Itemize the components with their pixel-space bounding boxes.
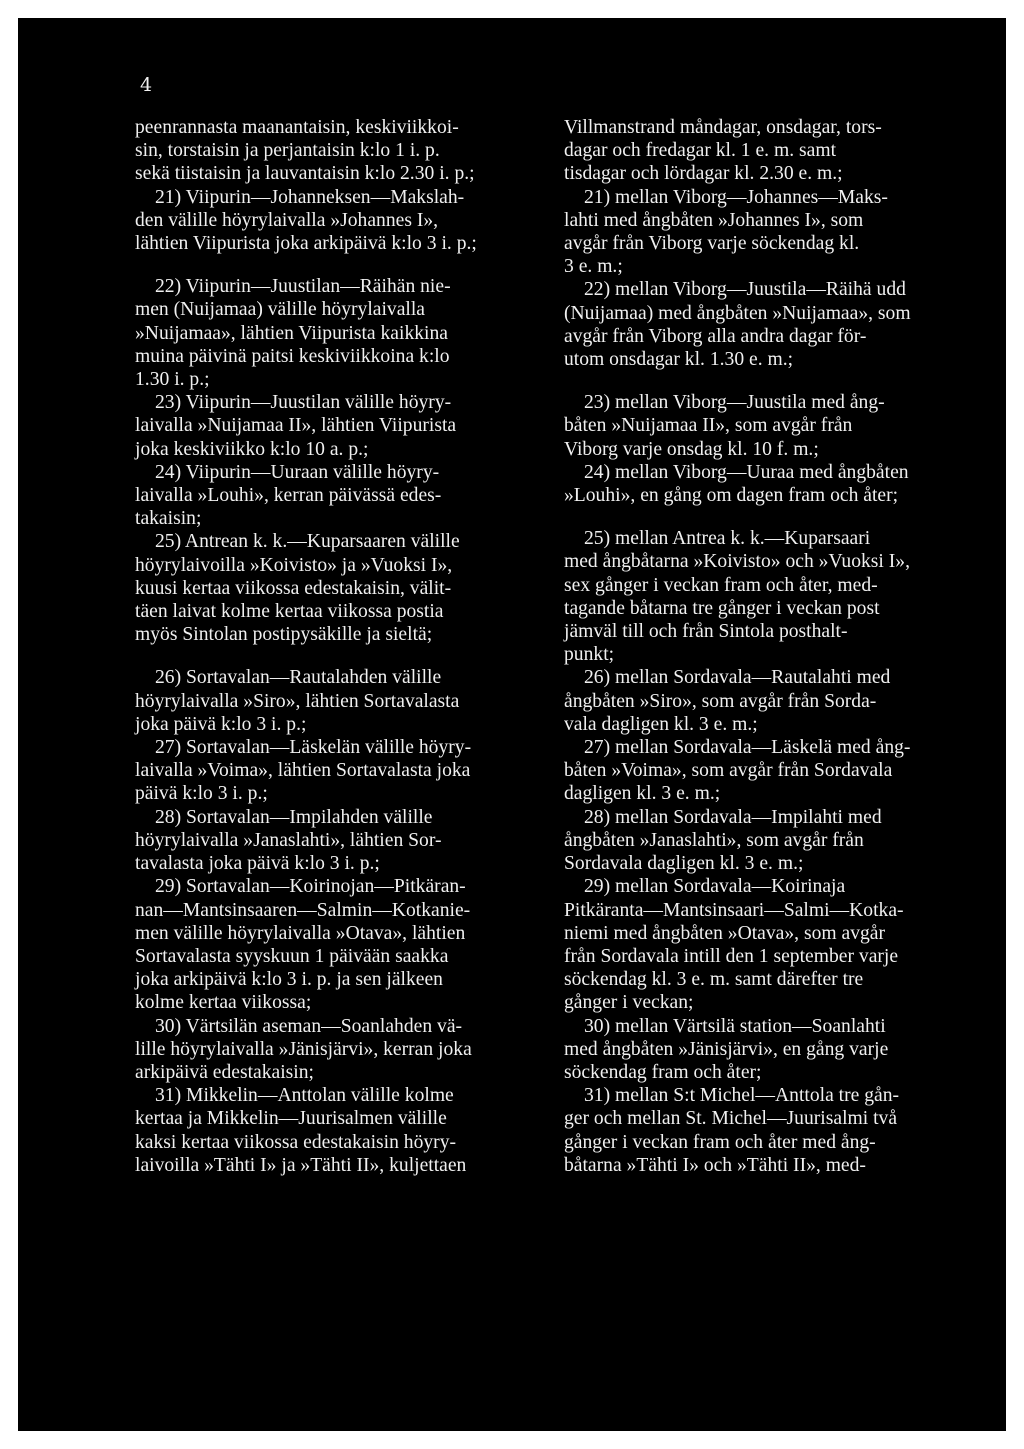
finnish-text-line: kolme kertaa viikossa;: [135, 992, 312, 1014]
finnish-text-line: joka päivä k:lo 3 i. p.;: [135, 713, 307, 735]
swedish-text-line: 21) mellan Viborg—Johannes—Maks-: [584, 186, 888, 208]
swedish-text-line: jämväl till och från Sintola posthalt-: [564, 621, 848, 643]
swedish-text-line: 28) mellan Sordavala—Impilahti med: [584, 806, 882, 828]
swedish-text-line: med ångbåtarna »Koivisto» och »Vuoksi I»,: [564, 551, 910, 573]
document-page: [18, 18, 1006, 1431]
finnish-text-line: 29) Sortavalan—Koirinojan—Pitkäran-: [155, 876, 466, 898]
swedish-text-line: Villmanstrand måndagar, onsdagar, tors-: [564, 117, 882, 138]
finnish-text-spacer: [135, 646, 546, 666]
finnish-text-line: laivalla »Nuijamaa II», lähtien Viipurista: [135, 415, 457, 437]
swedish-text-line: utom onsdagar kl. 1.30 e. m.;: [564, 349, 794, 371]
swedish-text-line: 29) mellan Sordavala—Koirinaja: [584, 876, 846, 898]
swedish-text-line: 31) mellan S:t Michel—Anttola tre gån-: [584, 1085, 900, 1107]
swedish-text-line: tagande båtarna tre gånger i veckan post: [564, 597, 880, 619]
finnish-text-spacer: [135, 255, 546, 275]
swedish-text-line: söckendag fram och åter;: [564, 1061, 762, 1083]
finnish-text-line: 22) Viipurin—Juustilan—Räihän nie-: [155, 276, 451, 298]
page-number: 4: [140, 74, 153, 96]
finnish-text-line: 21) Viipurin—Johanneksen—Makslah-: [155, 186, 465, 208]
swedish-text-line: Viborg varje onsdag kl. 10 f. m.;: [564, 438, 819, 460]
swedish-text-line: 22) mellan Viborg—Juustila—Räihä udd: [584, 279, 906, 301]
finnish-text-line: peenrannasta maanantaisin, keskiviikkoi-: [135, 117, 459, 138]
finnish-text-line: takaisin;: [135, 508, 202, 530]
finnish-text-line: laivalla »Louhi», kerran päivässä edes-: [135, 485, 442, 507]
finnish-text-line: den välille höyrylaivalla »Johannes I»,: [135, 209, 439, 231]
finnish-text-line: tavalasta joka päivä k:lo 3 i. p.;: [135, 853, 380, 875]
finnish-text-line: höyrylaivalla »Janaslahti», lähtien Sor-: [135, 829, 442, 851]
finnish-text-line: arkipäivä edestakaisin;: [135, 1061, 314, 1083]
finnish-text-line: myös Sintolan postipysäkille ja sieltä;: [135, 624, 433, 646]
swedish-text-line: 24) mellan Viborg—Uuraa med ångbåten: [584, 461, 909, 483]
swedish-text-line: »Louhi», en gång om dagen fram och åter;: [564, 485, 899, 507]
swedish-text-line: ångbåten »Janaslahti», som avgår från: [564, 829, 864, 851]
swedish-text-line: båtarna »Tähti I» och »Tähti II», med-: [564, 1154, 866, 1176]
finnish-text-line: kuusi kertaa viikossa edestakaisin, välit-: [135, 577, 452, 599]
swedish-text-line: Sordavala dagligen kl. 3 e. m.;: [564, 853, 804, 875]
finnish-text-line: höyrylaivoilla »Koivisto» ja »Vuoksi I»,: [135, 554, 453, 576]
finnish-text-line: 28) Sortavalan—Impilahden välille: [155, 806, 433, 828]
finnish-text-line: kertaa ja Mikkelin—Juurisalmen välille: [135, 1108, 447, 1130]
swedish-text-line: avgår från Viborg varje söckendag kl.: [564, 233, 860, 255]
finnish-text-line: men välille höyrylaivalla »Otava», lähtien: [135, 922, 466, 944]
finnish-text-line: laivalla »Voima», lähtien Sortavalasta joka: [135, 760, 471, 782]
finnish-text-line: laivoilla »Tähti I» ja »Tähti II», kuljettaen: [135, 1154, 467, 1176]
swedish-text-line: gånger i veckan;: [564, 992, 694, 1014]
swedish-text-column: [564, 116, 980, 1177]
swedish-text-line: båten »Nuijamaa II», som avgår från: [564, 415, 853, 437]
swedish-text-line: tisdagar och lördagar kl. 2.30 e. m.;: [564, 163, 843, 185]
finnish-text-line: 30) Värtsilän aseman—Soanlahden vä-: [155, 1015, 463, 1037]
swedish-text-line: sex gånger i veckan fram och åter, med-: [564, 574, 878, 596]
finnish-text-line: kaksi kertaa viikossa edestakaisin höyry-: [135, 1131, 457, 1153]
swedish-text-line: 30) mellan Värtsilä station—Soanlahti: [584, 1015, 886, 1037]
swedish-text-line: punkt;: [564, 644, 615, 666]
finnish-text-line: muina päivinä paitsi keskiviikkoina k:lo: [135, 345, 450, 367]
swedish-text-line: lahti med ångbåten »Johannes I», som: [564, 209, 864, 231]
finnish-text-line: 25) Antrean k. k.—Kuparsaaren välille: [155, 531, 460, 553]
swedish-text-line: vala dagligen kl. 3 e. m.;: [564, 713, 758, 735]
finnish-text-line: joka keskiviikko k:lo 10 a. p.;: [135, 438, 369, 460]
finnish-text-line: sekä tiistaisin ja lauvantaisin k:lo 2.30 i. p.;: [135, 163, 475, 185]
swedish-text-line: (Nuijamaa) med ångbåten »Nuijamaa», som: [564, 302, 911, 324]
swedish-text-line: avgår från Viborg alla andra dagar för-: [564, 325, 867, 347]
swedish-text-line: ångbåten »Siro», som avgår från Sorda-: [564, 690, 877, 712]
swedish-text-line: niemi med ångbåten »Otava», som avgår: [564, 922, 886, 944]
swedish-text-line: dagar och fredagar kl. 1 e. m. samt: [564, 140, 837, 162]
finnish-text-line: joka arkipäivä k:lo 3 i. p. ja sen jälkeen: [135, 969, 443, 991]
finnish-text-line: nan—Mantsinsaaren—Salmin—Kotkanie-: [135, 899, 471, 921]
finnish-text-line: 26) Sortavalan—Rautalahden välille: [155, 667, 442, 689]
finnish-text-line: 27) Sortavalan—Läskelän välille höyry-: [155, 737, 472, 759]
finnish-text-line: 1.30 i. p.;: [135, 369, 210, 391]
finnish-text-column: [135, 116, 546, 1177]
swedish-text-spacer: [564, 507, 980, 527]
finnish-text-line: sin, torstaisin ja perjantaisin k:lo 1 i. p.: [135, 140, 440, 162]
swedish-text-line: ger och mellan St. Michel—Juurisalmi två: [564, 1108, 898, 1130]
finnish-text-line: höyrylaivalla »Siro», lähtien Sortavalasta: [135, 690, 460, 712]
finnish-text-line: men (Nuijamaa) välille höyrylaivalla: [135, 299, 425, 321]
swedish-text-line: gånger i veckan fram och åter med ång-: [564, 1131, 876, 1153]
finnish-text-line: täen laivat kolme kertaa viikossa postia: [135, 601, 444, 623]
swedish-text-line: Pitkäranta—Mantsinsaari—Salmi—Kotka-: [564, 899, 904, 921]
finnish-text-line: 24) Viipurin—Uuraan välille höyry-: [155, 461, 440, 483]
finnish-text-line: 23) Viipurin—Juustilan välille höyry-: [155, 392, 452, 414]
finnish-text-line: »Nuijamaa», lähtien Viipurista kaikkina: [135, 322, 448, 344]
swedish-text-spacer: [564, 371, 980, 391]
swedish-text-line: 27) mellan Sordavala—Läskelä med ång-: [584, 737, 911, 759]
swedish-text-line: söckendag kl. 3 e. m. samt därefter tre: [564, 969, 864, 991]
swedish-text-line: från Sordavala intill den 1 september varje: [564, 945, 899, 967]
finnish-text-line: 31) Mikkelin—Anttolan välille kolme: [155, 1085, 454, 1107]
swedish-text-line: båten »Voima», som avgår från Sordavala: [564, 760, 893, 782]
swedish-text-line: 25) mellan Antrea k. k.—Kuparsaari: [584, 528, 871, 550]
swedish-text-line: 26) mellan Sordavala—Rautalahti med: [584, 667, 891, 689]
swedish-text-line: med ångbåten »Jänisjärvi», en gång varje: [564, 1038, 889, 1060]
swedish-text-line: 23) mellan Viborg—Juustila med ång-: [584, 392, 885, 414]
finnish-text-line: Sortavalasta syyskuun 1 päivään saakka: [135, 945, 449, 967]
swedish-text-line: dagligen kl. 3 e. m.;: [564, 783, 721, 805]
finnish-text-line: lille höyrylaivalla »Jänisjärvi», kerran joka: [135, 1038, 472, 1060]
finnish-text-line: lähtien Viipurista joka arkipäivä k:lo 3 i. p.;: [135, 233, 477, 255]
finnish-text-line: päivä k:lo 3 i. p.;: [135, 783, 268, 805]
swedish-text-line: 3 e. m.;: [564, 256, 623, 278]
